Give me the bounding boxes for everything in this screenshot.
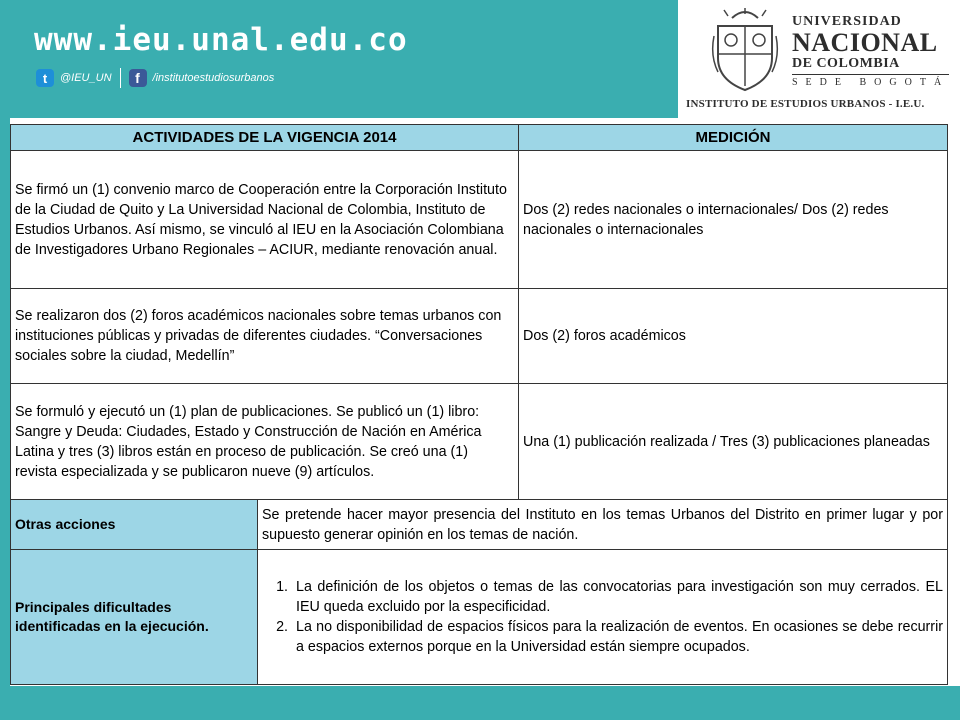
- table-header-row: [11, 125, 948, 151]
- column-header-measurement: MEDICIÓN: [519, 125, 948, 151]
- other-actions-label: Otras acciones: [11, 500, 258, 550]
- page-footer: [0, 686, 960, 720]
- website-url[interactable]: www.ieu.unal.edu.co: [34, 22, 408, 58]
- university-line-1: UNIVERSIDAD: [792, 14, 902, 29]
- table-row: [11, 384, 948, 500]
- activities-table: [10, 124, 948, 685]
- divider: [120, 68, 121, 88]
- facebook-handle[interactable]: /institutoestudiosurbanos: [152, 72, 275, 84]
- measure-cell: Dos (2) foros académicos: [519, 289, 948, 384]
- facebook-icon[interactable]: f: [129, 69, 147, 87]
- measure-cell: Una (1) publicación realizada / Tres (3) publicaciones planeadas: [519, 384, 948, 500]
- university-line-4: SEDE BOGOTÁ: [792, 77, 950, 88]
- other-actions-text: Se pretende hacer mayor presencia del Instituto en los temas Urbanos del Distrito en primer lugar y por supuesto generar opinión en los temas de nación.: [258, 500, 948, 550]
- university-line-2: NACIONAL: [792, 28, 938, 57]
- measure-cell: Dos (2) redes nacionales o internacionales/ Dos (2) redes nacionales o internacionales: [519, 151, 948, 289]
- social-links: [36, 68, 274, 88]
- header-banner: [0, 0, 678, 118]
- difficulties-list: [262, 577, 943, 657]
- coat-of-arms-icon: [710, 6, 780, 92]
- left-accent-stripe: [0, 118, 10, 686]
- table-row: [11, 550, 948, 685]
- twitter-handle[interactable]: @IEU_UN: [60, 72, 112, 84]
- twitter-icon[interactable]: t: [36, 69, 54, 87]
- university-name: [792, 14, 949, 88]
- list-item: 1. La definición de los objetos o temas de las convocatorias para investigación son muy cerrados. EL IEU queda excluido por la especificidad.: [292, 577, 943, 617]
- table-row: [11, 151, 948, 289]
- table-row: [11, 500, 948, 550]
- institute-name: INSTITUTO DE ESTUDIOS URBANOS - I.E.U.: [686, 98, 925, 110]
- list-item: 2. La no disponibilidad de espacios físicos para la realización de eventos. En ocasiones se debe recurrir a espacios externos porque en la Universidad están siempre ocupados.: [292, 617, 943, 657]
- difficulties-cell: [258, 550, 948, 685]
- table-row: [11, 289, 948, 384]
- difficulties-label: Principales dificultades identificadas en la ejecución.: [11, 550, 258, 685]
- column-header-activities: ACTIVIDADES DE LA VIGENCIA 2014: [11, 125, 519, 151]
- university-line-3: DE COLOMBIA: [792, 56, 949, 75]
- page-header: [0, 0, 960, 118]
- activity-cell: Se firmó un (1) convenio marco de Cooperación entre la Corporación Instituto de la Ciudad de Quito y La Universidad Nacional de Colombia, Instituto de Estudios Urbanos. Así mismo, se vinculó al IEU en la Asociación Colombiana de Investigadores Urbano Regionales – ACIUR, mediante renovación anual.: [11, 151, 519, 289]
- activity-cell: Se formuló y ejecutó un (1) plan de publicaciones. Se publicó un (1) libro: Sangre y Deuda: Ciudades, Estado y Construcción de Nación en América Latina y tres (3) libros están en proceso de publicación. Se creó una (1) revista especializada y se publicaron nueve (9) artículos.: [11, 384, 519, 500]
- activity-cell: Se realizaron dos (2) foros académicos nacionales sobre temas urbanos con instituciones públicas y privadas de diferentes ciudades. “Conversaciones sociales sobre la ciudad, Medellín”: [11, 289, 519, 384]
